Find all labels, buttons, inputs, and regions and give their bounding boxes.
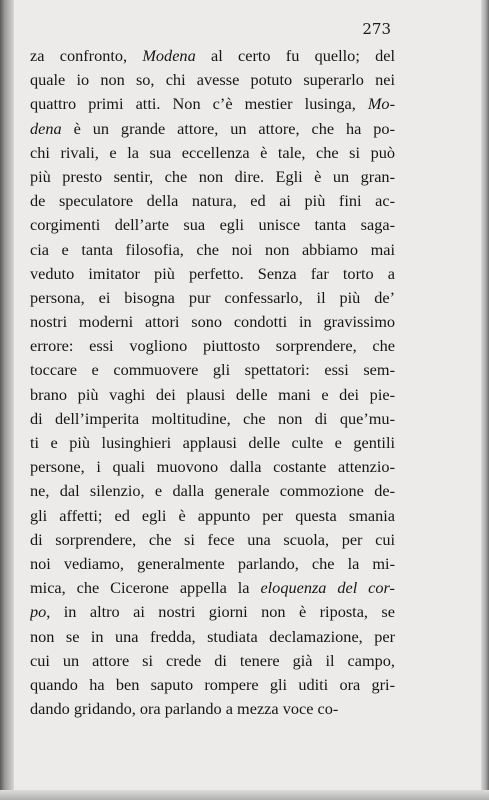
text-segment: corgimenti dell’arte sua egli unisce tanta saga-: [30, 215, 395, 235]
text-line: [30, 213, 395, 237]
text-segment: non se in una fredda, studiata declamazione, per: [30, 626, 395, 646]
page-edge-bottom: [0, 790, 489, 800]
text-segment: toccare e commuovere gli spettatori: essi sem-: [30, 360, 395, 380]
italic-text: dena: [30, 118, 62, 138]
text-line: [30, 383, 395, 407]
text-segment: ti e più lusinghieri applausi delle culte e gentili: [30, 433, 395, 452]
text-line: [30, 310, 395, 334]
text-segment: quattro primi atti. Non c’è mestier lusinga,: [30, 94, 368, 114]
text-segment: è un grande attore, un attore, che ha po-: [61, 118, 395, 138]
text-line: [30, 504, 395, 528]
text-line: [30, 431, 395, 455]
text-line: [30, 649, 395, 673]
text-segment: di dell’imperita moltitudine, che non di que’mu-: [30, 408, 395, 428]
text-line: [30, 92, 395, 116]
text-segment: noi vediamo, generalmente parlando, che la mi-: [30, 553, 395, 573]
text-line: [30, 552, 395, 576]
text-line: [30, 625, 395, 649]
text-line: [30, 479, 395, 503]
text-segment: za confronto,: [30, 46, 143, 65]
text-segment: errore: essi vogliono piuttosto sorprendere, che: [30, 336, 395, 356]
italic-text: eloquenza del cor-: [260, 578, 395, 598]
text-line: [30, 407, 395, 431]
text-segment: quale io non so, chi avesse potuto superarlo nei: [30, 70, 395, 90]
text-segment: de speculatore della natura, ed ai più fini ac-: [30, 191, 395, 211]
text-segment: di sorprendere, che si fece una scuola, per cui: [30, 529, 395, 549]
text-segment: veduto imitator più perfetto. Senza far torto a: [30, 263, 395, 283]
text-segment: quando ha ben saputo rompere gli uditi ora gri-: [30, 674, 395, 694]
italic-text: Mo-: [367, 94, 395, 114]
page-edge-right: [481, 0, 489, 800]
text-line: [30, 528, 395, 552]
text-line: [30, 286, 395, 310]
text-line: [30, 44, 395, 68]
text-line: [30, 455, 395, 479]
page-number: 273: [362, 20, 391, 38]
gutter-shadow: [0, 0, 14, 800]
text-line: [30, 68, 395, 92]
text-segment: mica, che Cicerone appella la: [30, 578, 261, 598]
text-segment: persone, i quali muovono dalla costante attenzio-: [30, 457, 395, 477]
text-line: [30, 165, 395, 189]
text-line: [30, 141, 395, 165]
text-segment: nostri moderni attori sono condotti in gravissimo: [30, 312, 395, 332]
text-line: [30, 117, 395, 141]
text-segment: chi rivali, e la sua eccellenza è tale, che si può: [30, 142, 395, 162]
text-segment: persona, ei bisogna pur confessarlo, il più de’: [30, 287, 395, 307]
text-line: [30, 238, 395, 262]
text-line: [30, 334, 395, 358]
text-segment: , in altro ai nostri giorni non è riposta, se: [46, 602, 395, 622]
text-segment: più presto sentir, che non dire. Egli è un gran-: [30, 166, 395, 186]
text-segment: gli affetti; ed egli è appunto per questa smania: [30, 505, 395, 525]
text-segment: cui un attore si crede di tenere già il campo,: [30, 650, 395, 670]
text-line: [30, 673, 395, 697]
text-segment: cia e tanta filosofia, che noi non abbiamo mai: [30, 239, 395, 259]
text-segment: dando gridando, ora parlando a mezza voce co-: [30, 699, 339, 719]
text-line: [30, 189, 395, 213]
text-line: [30, 262, 395, 286]
italic-text: Modena: [142, 46, 196, 65]
italic-text: po: [30, 602, 47, 622]
text-line: [30, 576, 395, 600]
text-segment: brano più vaghi dei plausi delle mani e dei pie-: [30, 384, 395, 404]
text-segment: al certo fu quello; del: [195, 46, 395, 65]
text-line: [30, 697, 395, 721]
text-line: [30, 600, 395, 624]
text-segment: ne, dal silenzio, e dalla generale commozione de-: [30, 481, 395, 501]
text-line: [30, 358, 395, 382]
body-text: [30, 44, 395, 721]
